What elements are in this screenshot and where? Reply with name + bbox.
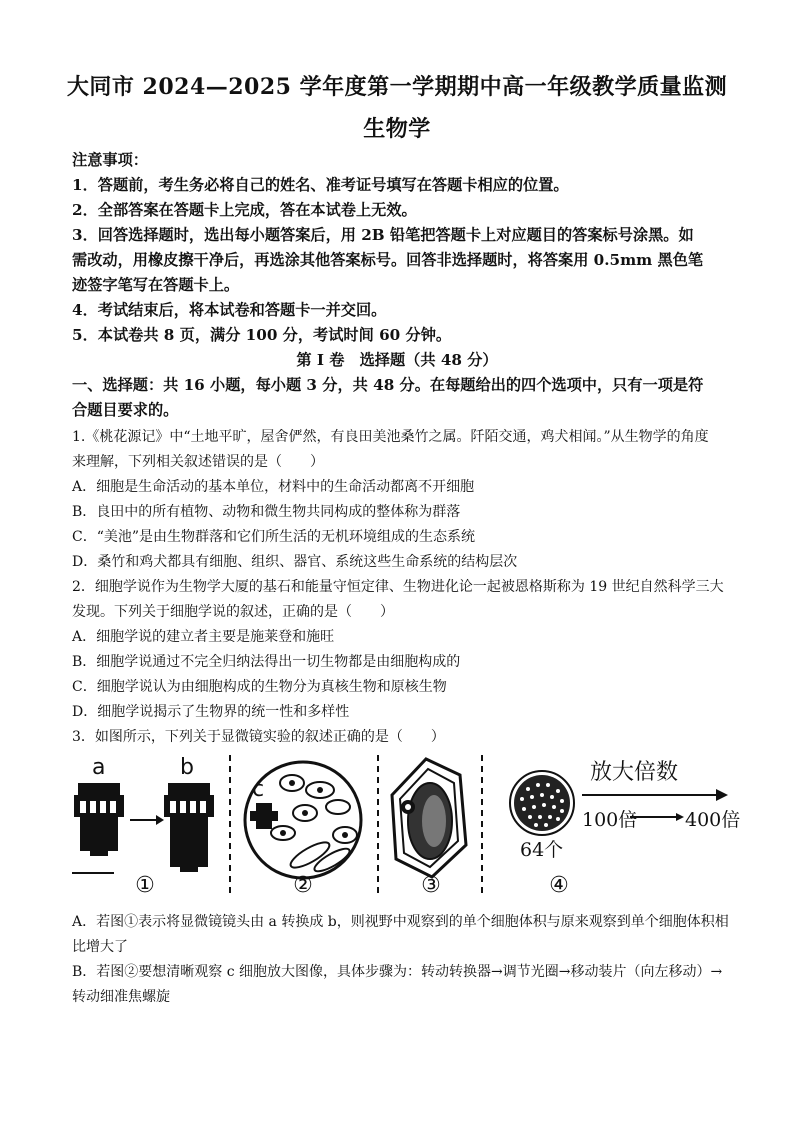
q3-option-b: B．若图②要想清晰观察 c 细胞放大图像，具体步骤为：转动转换器→调节光圈→移动装片（向左移动）→ — [72, 964, 723, 980]
subject-title: 生物学 — [363, 116, 431, 142]
q1-stem: 1.《桃花源记》中“土地平旷，屋舍俨然，有良田美池桑竹之属。阡陌交通，鸡犬相闻。”从生物学的角度 — [72, 429, 709, 445]
q1-option-a: A．细胞是生命活动的基本单位，材料中的生命活动都离不开细胞 — [72, 479, 475, 495]
q2-stem-cont: 发现。下列关于细胞学说的叙述，正确的是（ ） — [72, 604, 394, 620]
arrow-a-to-b — [130, 815, 164, 825]
magnification-high: 400倍 — [685, 809, 741, 831]
panel-label-3: ③ — [421, 873, 441, 898]
notice-heading: 注意事项： — [72, 151, 148, 169]
notice-item-5: 5．本试卷共 8 页，满分 100 分，考试时间 60 分钟。 — [72, 326, 452, 344]
q1-stem-cont: 来理解，下列相关叙述错误的是（ ） — [72, 454, 324, 470]
q3-option-b-cont: 转动细准焦螺旋 — [72, 989, 170, 1005]
notice-item-3-cont2: 迹签字笔写在答题卡上。 — [72, 276, 240, 294]
q3-option-a: A．若图①表示将显微镜镜头由 a 转换成 b，则视野中观察到的单个细胞体积与原来观察到单个细胞体积相 — [72, 914, 729, 930]
magnification-low: 100倍 — [582, 809, 638, 831]
q2-option-c: C．细胞学说认为由细胞构成的生物分为真核生物和原核生物 — [72, 679, 447, 695]
q2-stem: 2．细胞学说作为生物学大厦的基石和能量守恒定律、生物进化论一起被恩格斯称为 19 世纪自然科学三大 — [72, 579, 724, 595]
panel-label-2: ② — [293, 873, 313, 898]
panel-label-4: ④ — [549, 873, 569, 898]
notice-item-3: 3．回答选择题时，选出每小题答案后，用 2B 铅笔把答题卡上对应题目的答案标号涂黑。如 — [72, 226, 694, 244]
magnification-title: 放大倍数 — [590, 760, 679, 785]
section-heading: 第 I 卷 选择题（共 48 分） — [296, 351, 498, 369]
notice-item-1: 1．答题前，考生务必将自己的姓名、准考证号填写在答题卡相应的位置。 — [72, 176, 569, 194]
section-instruction-cont: 合题目要求的。 — [72, 401, 179, 419]
q1-option-d: D．桑竹和鸡犬都具有细胞、组织、器官、系统这些生命系统的结构层次 — [72, 554, 518, 570]
plant-cell — [392, 759, 466, 877]
notice-item-3-cont: 需改动，用橡皮擦干净后，再选涂其他答案标号。回答非选择题时，将答案用 0.5mm 黑色笔 — [72, 251, 704, 269]
notice-item-2: 2．全部答案在答题卡上完成，答在本试卷上无效。 — [72, 201, 417, 219]
q3-option-a-cont: 比增大了 — [72, 939, 128, 955]
label-a: a — [92, 755, 106, 780]
q1-option-b: B．良田中的所有植物、动物和微生物共同构成的整体称为群落 — [72, 504, 461, 520]
cell-count: 64个 — [520, 839, 564, 861]
label-c: c — [252, 777, 265, 802]
objective-lens-b — [164, 783, 214, 872]
label-b: b — [180, 755, 194, 780]
q3-stem: 3．如图所示，下列关于显微镜实验的叙述正确的是（ ） — [72, 729, 445, 745]
q2-option-b: B．细胞学说通过不完全归纳法得出一切生物都是由细胞构成的 — [72, 654, 461, 670]
q2-option-d: D．细胞学说揭示了生物界的统一性和多样性 — [72, 704, 350, 720]
q1-option-c: C．“美池”是由生物群落和它们所生活的无机环境组成的生态系统 — [72, 529, 476, 545]
exam-title: 大同市 2024—2025 学年度第一学期期中高一年级教学质量监测 — [66, 74, 728, 100]
notice-item-4: 4．考试结束后，将本试卷和答题卡一并交回。 — [72, 301, 387, 319]
dotted-field-of-view — [510, 771, 574, 835]
q2-option-a: A．细胞学说的建立者主要是施莱登和施旺 — [72, 629, 335, 645]
panel-label-1: ① — [135, 873, 155, 898]
section-instruction: 一、选择题：共 16 小题，每小题 3 分，共 48 分。在每题给出的四个选项中，只有一项是符 — [72, 376, 704, 394]
microscope-figure — [70, 755, 741, 905]
objective-lens-a — [74, 783, 124, 856]
